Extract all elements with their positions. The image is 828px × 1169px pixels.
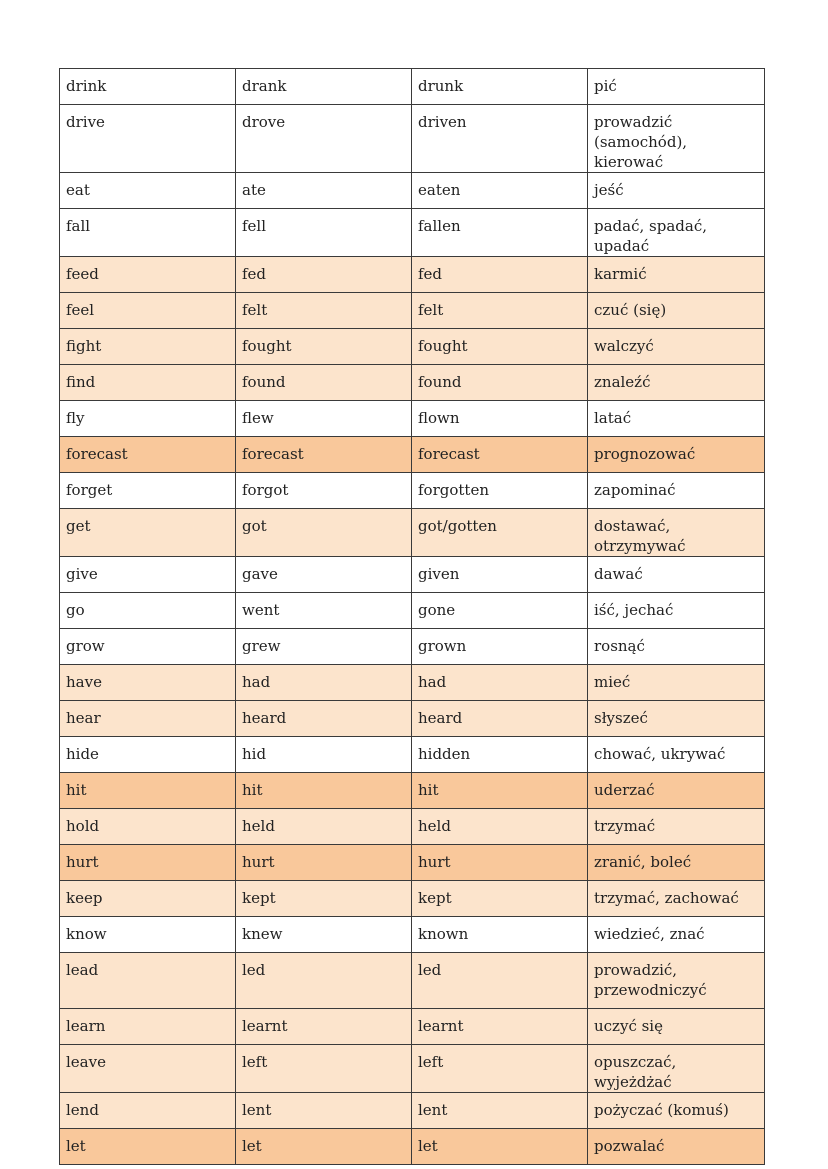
translation-cell: trzymać: [588, 809, 765, 845]
past-simple-cell: got: [236, 509, 412, 557]
past-participle-cell: fallen: [412, 209, 588, 257]
translation-cell: latać: [588, 401, 765, 437]
verb-row: [60, 437, 765, 473]
base-form-cell: go: [60, 593, 236, 629]
past-simple-cell: heard: [236, 701, 412, 737]
translation-cell: dostawać, otrzymywać: [588, 509, 765, 557]
verb-row: [60, 1129, 765, 1165]
verb-row: [60, 773, 765, 809]
base-form-cell: lend: [60, 1093, 236, 1129]
translation-cell: zranić, boleć: [588, 845, 765, 881]
verb-row: [60, 257, 765, 293]
past-participle-cell: flown: [412, 401, 588, 437]
base-form-cell: grow: [60, 629, 236, 665]
base-form-cell: lead: [60, 953, 236, 1009]
verb-row: [60, 737, 765, 773]
past-participle-cell: gone: [412, 593, 588, 629]
verb-table-body: [60, 69, 765, 1165]
translation-cell: mieć: [588, 665, 765, 701]
base-form-cell: hurt: [60, 845, 236, 881]
past-simple-cell: fed: [236, 257, 412, 293]
past-participle-cell: had: [412, 665, 588, 701]
translation-cell: jeść: [588, 173, 765, 209]
base-form-cell: fight: [60, 329, 236, 365]
past-simple-cell: lent: [236, 1093, 412, 1129]
past-simple-cell: gave: [236, 557, 412, 593]
verb-row: [60, 1093, 765, 1129]
past-simple-cell: knew: [236, 917, 412, 953]
translation-cell: prowadzić (samochód), kierować: [588, 105, 765, 173]
past-simple-cell: let: [236, 1129, 412, 1165]
past-simple-cell: drove: [236, 105, 412, 173]
past-participle-cell: forecast: [412, 437, 588, 473]
base-form-cell: give: [60, 557, 236, 593]
base-form-cell: find: [60, 365, 236, 401]
base-form-cell: get: [60, 509, 236, 557]
verb-row: [60, 1045, 765, 1093]
past-simple-cell: drank: [236, 69, 412, 105]
past-participle-cell: let: [412, 1129, 588, 1165]
translation-cell: zapominać: [588, 473, 765, 509]
base-form-cell: hear: [60, 701, 236, 737]
base-form-cell: let: [60, 1129, 236, 1165]
base-form-cell: hold: [60, 809, 236, 845]
past-simple-cell: left: [236, 1045, 412, 1093]
base-form-cell: forget: [60, 473, 236, 509]
translation-cell: rosnąć: [588, 629, 765, 665]
translation-cell: pożyczać (komuś): [588, 1093, 765, 1129]
past-participle-cell: known: [412, 917, 588, 953]
past-participle-cell: grown: [412, 629, 588, 665]
past-participle-cell: eaten: [412, 173, 588, 209]
past-participle-cell: forgotten: [412, 473, 588, 509]
translation-cell: prognozować: [588, 437, 765, 473]
past-participle-cell: hit: [412, 773, 588, 809]
past-simple-cell: forgot: [236, 473, 412, 509]
verb-row: [60, 557, 765, 593]
past-simple-cell: felt: [236, 293, 412, 329]
past-simple-cell: went: [236, 593, 412, 629]
past-participle-cell: felt: [412, 293, 588, 329]
past-participle-cell: learnt: [412, 1009, 588, 1045]
past-simple-cell: had: [236, 665, 412, 701]
past-simple-cell: flew: [236, 401, 412, 437]
base-form-cell: leave: [60, 1045, 236, 1093]
past-participle-cell: fed: [412, 257, 588, 293]
translation-cell: dawać: [588, 557, 765, 593]
verb-row: [60, 209, 765, 257]
verb-row: [60, 845, 765, 881]
verb-row: [60, 509, 765, 557]
base-form-cell: know: [60, 917, 236, 953]
past-simple-cell: forecast: [236, 437, 412, 473]
translation-cell: walczyć: [588, 329, 765, 365]
base-form-cell: feed: [60, 257, 236, 293]
verb-row: [60, 953, 765, 1009]
translation-cell: pozwalać: [588, 1129, 765, 1165]
irregular-verbs-table: [59, 68, 765, 1165]
past-simple-cell: learnt: [236, 1009, 412, 1045]
translation-cell: wiedzieć, znać: [588, 917, 765, 953]
translation-cell: uczyć się: [588, 1009, 765, 1045]
past-simple-cell: held: [236, 809, 412, 845]
past-simple-cell: ate: [236, 173, 412, 209]
translation-cell: padać, spadać, upadać: [588, 209, 765, 257]
verb-row: [60, 881, 765, 917]
base-form-cell: drive: [60, 105, 236, 173]
past-participle-cell: fought: [412, 329, 588, 365]
past-participle-cell: got/gotten: [412, 509, 588, 557]
verb-row: [60, 365, 765, 401]
verb-row: [60, 473, 765, 509]
base-form-cell: keep: [60, 881, 236, 917]
base-form-cell: fly: [60, 401, 236, 437]
past-simple-cell: hurt: [236, 845, 412, 881]
past-simple-cell: grew: [236, 629, 412, 665]
past-simple-cell: kept: [236, 881, 412, 917]
verb-row: [60, 173, 765, 209]
past-simple-cell: fought: [236, 329, 412, 365]
past-participle-cell: lent: [412, 1093, 588, 1129]
past-participle-cell: given: [412, 557, 588, 593]
past-simple-cell: hit: [236, 773, 412, 809]
base-form-cell: hit: [60, 773, 236, 809]
past-participle-cell: driven: [412, 105, 588, 173]
base-form-cell: hide: [60, 737, 236, 773]
base-form-cell: eat: [60, 173, 236, 209]
base-form-cell: learn: [60, 1009, 236, 1045]
verb-row: [60, 69, 765, 105]
past-participle-cell: led: [412, 953, 588, 1009]
verb-row: [60, 701, 765, 737]
translation-cell: trzymać, zachować: [588, 881, 765, 917]
verb-row: [60, 593, 765, 629]
base-form-cell: fall: [60, 209, 236, 257]
translation-cell: prowadzić, przewodniczyć: [588, 953, 765, 1009]
translation-cell: słyszeć: [588, 701, 765, 737]
base-form-cell: forecast: [60, 437, 236, 473]
verb-table-container: [59, 68, 764, 1165]
translation-cell: karmić: [588, 257, 765, 293]
past-participle-cell: drunk: [412, 69, 588, 105]
translation-cell: opuszczać, wyjeżdżać: [588, 1045, 765, 1093]
translation-cell: czuć (się): [588, 293, 765, 329]
base-form-cell: have: [60, 665, 236, 701]
verb-row: [60, 1009, 765, 1045]
base-form-cell: feel: [60, 293, 236, 329]
past-simple-cell: hid: [236, 737, 412, 773]
past-participle-cell: hurt: [412, 845, 588, 881]
translation-cell: chować, ukrywać: [588, 737, 765, 773]
translation-cell: znaleźć: [588, 365, 765, 401]
verb-row: [60, 329, 765, 365]
verb-row: [60, 809, 765, 845]
past-participle-cell: left: [412, 1045, 588, 1093]
past-participle-cell: held: [412, 809, 588, 845]
verb-row: [60, 665, 765, 701]
past-simple-cell: found: [236, 365, 412, 401]
past-participle-cell: found: [412, 365, 588, 401]
past-participle-cell: hidden: [412, 737, 588, 773]
past-simple-cell: fell: [236, 209, 412, 257]
translation-cell: iść, jechać: [588, 593, 765, 629]
translation-cell: pić: [588, 69, 765, 105]
verb-row: [60, 917, 765, 953]
past-participle-cell: heard: [412, 701, 588, 737]
verb-row: [60, 293, 765, 329]
base-form-cell: drink: [60, 69, 236, 105]
verb-row: [60, 105, 765, 173]
verb-row: [60, 629, 765, 665]
verb-row: [60, 401, 765, 437]
translation-cell: uderzać: [588, 773, 765, 809]
past-participle-cell: kept: [412, 881, 588, 917]
past-simple-cell: led: [236, 953, 412, 1009]
